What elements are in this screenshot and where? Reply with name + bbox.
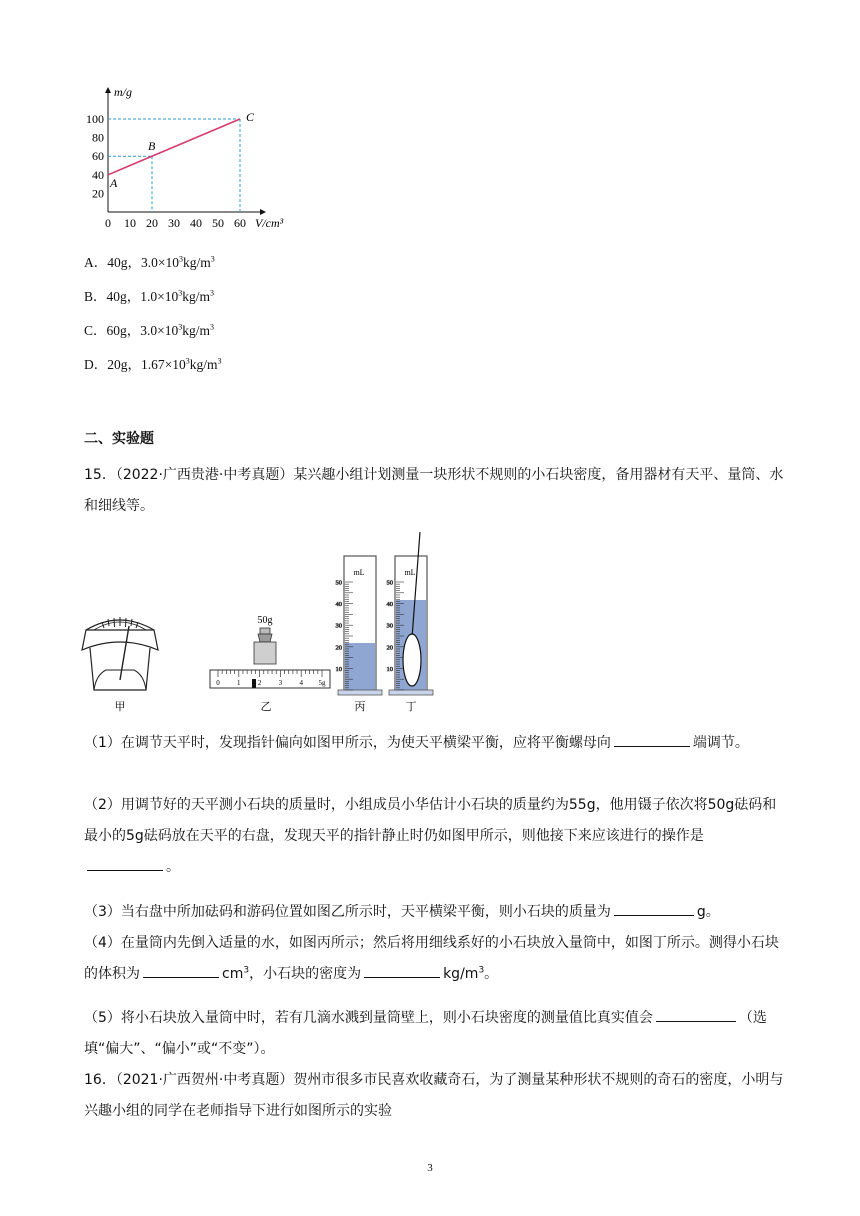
cylinder-tick-label: 20: [386, 644, 393, 652]
cylinder-tick-label: 10: [386, 665, 393, 673]
option-d[interactable]: D．20g，$1.67\times 10^3kg/m^3$: [84, 356, 222, 372]
fig-label-jia: 甲: [114, 701, 126, 713]
option-a[interactable]: A．40g，$3.0\times 10^3kg/m^3$: [84, 254, 215, 270]
ruler-label: 1: [237, 679, 241, 687]
page-number: 3: [427, 1162, 433, 1174]
answer-blank-6[interactable]: [656, 1007, 736, 1022]
cylinder-ding: [387, 532, 434, 695]
cylinder-tick-label: 10: [335, 665, 342, 673]
question-15-part-1: （1）在调节天平时，发现指针偏向如图甲所示，为使天平横梁平衡，应将平衡螺母向 端调节。: [84, 728, 784, 759]
y-tick-label: 100: [86, 112, 104, 126]
balance-dial: [82, 617, 158, 690]
x-tick-label: 60: [234, 216, 246, 230]
y-tick-label: 40: [92, 167, 104, 182]
question-15-part-3: （3）当右盘中所加砝码和游码位置如图乙所示时，天平横梁平衡，则小石块的质量为 g。: [84, 897, 784, 928]
x-tick-label: 40: [190, 216, 202, 230]
point-label-C: C: [246, 110, 255, 124]
svg-text:mL: mL: [404, 568, 416, 577]
cylinder-tick-label: 40: [386, 601, 393, 609]
y-tick-label: 60: [92, 149, 104, 164]
ruler-label: 5g: [318, 679, 326, 687]
mass-volume-graph: [84, 84, 324, 234]
x-axis-label: V/cm³: [255, 216, 284, 230]
fig-label-yi: 乙: [260, 701, 272, 713]
cylinder-tick-label: 30: [386, 622, 393, 630]
weight-label: 50g: [257, 615, 273, 626]
cylinder-tick-label: 50: [335, 579, 342, 587]
question-15-part-2: （2）用调节好的天平测小石块的质量时，小组成员小华估计小石块的质量约为55g，他用镊子依次将50g砝码和最小的5g砝码放在天平的右盘，发现天平的指针静止时仍如图甲所示，则他接下来应该进行的操作是。: [84, 797, 777, 875]
option-c[interactable]: C．60g，$3.0\times 10^3kg/m^3$: [84, 322, 215, 338]
ruler-label: 3: [278, 679, 283, 687]
question-15-stem: 15．（2022·广西贵港·中考真题）某兴趣小组计划测量一块形状不规则的小石块密度，备用器材有天平、量筒、水和细线等。: [84, 467, 784, 514]
x-tick-label: 10: [124, 216, 136, 230]
cylinder-tick-label: 40: [335, 601, 342, 609]
answer-blank-4[interactable]: [143, 963, 219, 978]
y-axis-label: m/g: [114, 85, 132, 99]
point-label-B: B: [148, 139, 156, 154]
data-line: [108, 119, 240, 175]
fig-label-bing: 丙: [354, 701, 366, 713]
svg-text:mL: mL: [353, 568, 365, 577]
question-15-part-5: （5）将小石块放入量筒中时，若有几滴水溅到量筒壁上，则小石块密度的测量值比真实值会 （选填“偏大”、“偏小”或“不变”）。: [84, 1003, 784, 1065]
x-tick-label: 20: [146, 216, 158, 230]
x-tick-label: 30: [168, 216, 180, 230]
cylinder-tick-label: 50: [386, 579, 393, 587]
section-title: 二、实验题: [84, 431, 154, 447]
cylinder-tick-label: 30: [335, 622, 342, 630]
fig-label-ding: 丁: [405, 701, 417, 713]
y-tick-label: 80: [92, 130, 104, 145]
question-16-stem: 16．（2021·广西贺州·中考真题）贺州市很多市民喜欢收藏奇石，为了测量某种形状不规则的奇石的密度，小明与兴趣小组的同学在老师指导下进行如图所示的实验: [84, 1072, 784, 1119]
answer-blank-2[interactable]: [87, 856, 163, 871]
cylinder-bing: [336, 556, 383, 695]
experiment-figures: [80, 530, 460, 715]
answer-blank-5[interactable]: [364, 963, 440, 978]
answer-blank-3[interactable]: [614, 901, 694, 916]
ruler-label: 0: [216, 679, 220, 687]
x-tick-label: 50: [212, 216, 224, 230]
point-label-A: A: [110, 175, 118, 190]
ruler-label: 2: [257, 679, 262, 687]
option-b[interactable]: B．40g，$1.0\times 10^3kg/m^3$: [84, 288, 215, 304]
answer-blank-1[interactable]: [614, 732, 690, 747]
question-15-part-4: （4）在量筒内先倒入适量的水，如图丙所示；然后将用细线系好的小石块放入量筒中，如图丁所示。测得小石块的体积为 $cm^3$，小石块的密度为 $kg/m^3$。: [84, 935, 779, 982]
x-tick-label: 0: [105, 216, 111, 230]
weight-and-ruler: [210, 615, 330, 688]
y-tick-label: 20: [92, 186, 104, 201]
ruler-label: 4: [299, 679, 303, 687]
cylinder-tick-label: 20: [335, 644, 342, 652]
